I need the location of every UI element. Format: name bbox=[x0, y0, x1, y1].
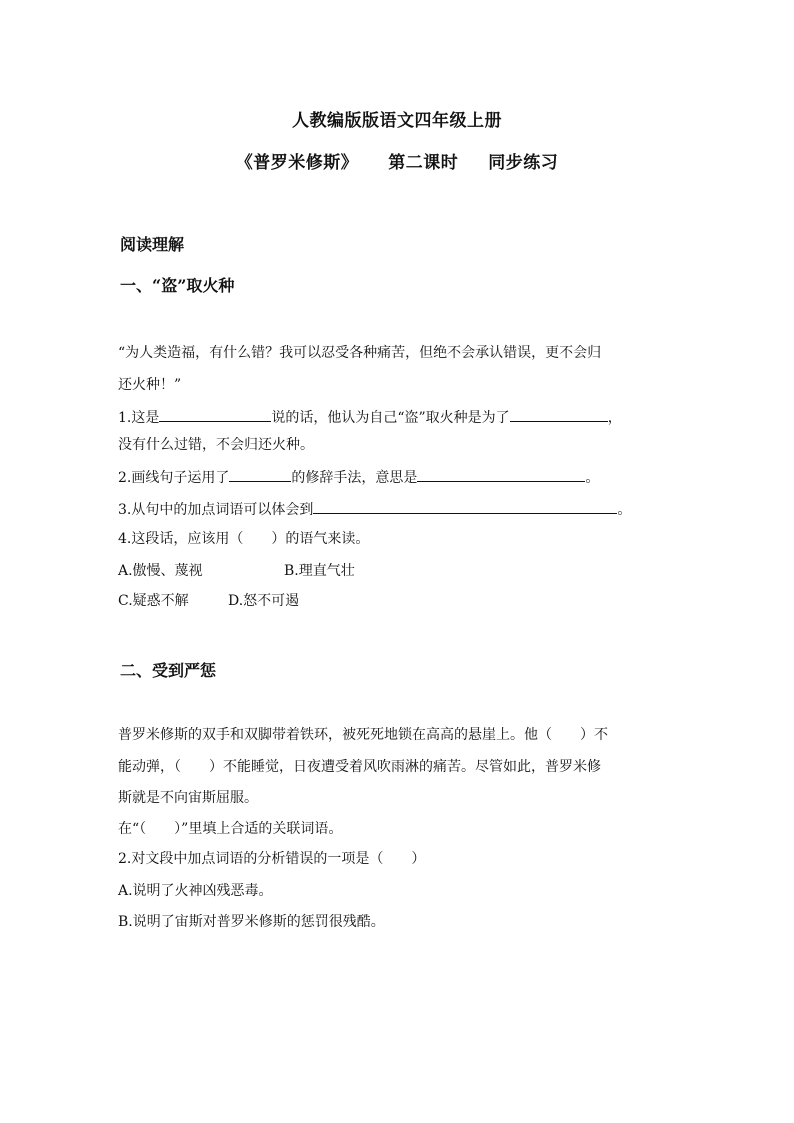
option-a[interactable]: A.傲慢、蔑视 bbox=[118, 563, 203, 579]
answer-blank[interactable] bbox=[229, 467, 291, 482]
part2-heading: 二、受到严惩 bbox=[120, 661, 217, 680]
answer-blank[interactable] bbox=[510, 407, 608, 422]
question-4: 4.这段话，应该用（ ）的语气来读。 bbox=[118, 531, 370, 547]
part2-question-1: 在“（ ）”里填上合适的关联词语。 bbox=[118, 821, 343, 837]
answer-blank[interactable] bbox=[313, 499, 617, 514]
part2-question-2: 2.对文段中加点词语的分析错误的一项是（ ） bbox=[118, 851, 426, 867]
section-heading: 阅读理解 bbox=[120, 235, 185, 254]
option-d[interactable]: D.怒不可遏 bbox=[228, 593, 300, 609]
lesson-name: 《普罗米修斯》 bbox=[235, 153, 359, 173]
options-row-1 bbox=[118, 561, 355, 581]
part2-para-line2: 能动弹，（ ）不能睡觉，日夜遭受着风吹雨淋的痛苦。尽管如此，普罗米修 bbox=[118, 759, 601, 775]
exercise-type: 同步练习 bbox=[488, 153, 559, 173]
part2-para-line3: 斯就是不向宙斯屈服。 bbox=[118, 790, 258, 806]
page-title: 人教编版版语文四年级上册 bbox=[292, 111, 502, 131]
page-subtitle bbox=[0, 148, 794, 173]
part2-option-a[interactable]: A.说明了火神凶残恶毒。 bbox=[118, 883, 273, 899]
question-2: 2.画线句子运用了 的修辞手法，意思是 。 bbox=[118, 467, 599, 488]
question-1: 1.这是 说的话，他认为自己“盗”取火种是为了 ， bbox=[118, 407, 622, 428]
part1-quote-line2: 还火种！” bbox=[118, 377, 182, 393]
part2-option-b[interactable]: B.说明了宙斯对普罗米修斯的惩罚很残酷。 bbox=[118, 914, 385, 930]
answer-blank[interactable] bbox=[159, 407, 271, 422]
option-c[interactable]: C.疑惑不解 bbox=[118, 593, 189, 609]
lesson-period: 第二课时 bbox=[388, 153, 459, 173]
part2-para-line1: 普罗米修斯的双手和双脚带着铁环，被死死地锁在高高的悬崖上。他（ ）不 bbox=[118, 727, 608, 743]
answer-blank[interactable] bbox=[417, 467, 585, 482]
question-3: 3.从句中的加点词语可以体会到 。 bbox=[118, 499, 631, 520]
part1-heading: 一、“盗”取火种 bbox=[120, 276, 235, 295]
option-b[interactable]: B.理直气壮 bbox=[284, 563, 355, 579]
options-row-2 bbox=[118, 591, 299, 611]
part1-quote-line1: “为人类造福，有什么错？我可以忍受各种痛苦，但绝不会承认错误，更不会归 bbox=[118, 345, 602, 361]
question-1-line2: 没有什么过错，不会归还火种。 bbox=[118, 437, 314, 453]
